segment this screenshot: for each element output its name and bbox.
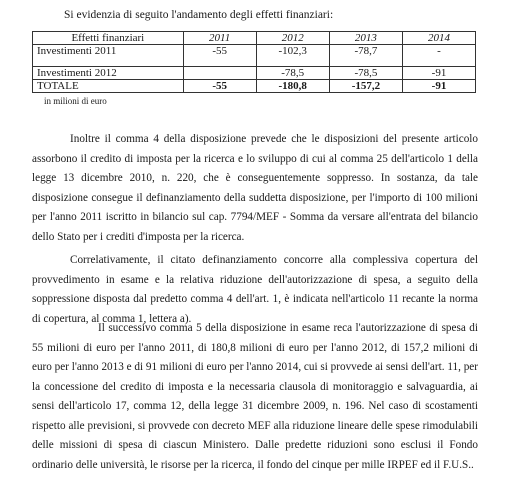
- table-cell: -55: [183, 80, 256, 93]
- table-spacer-row: [33, 57, 476, 67]
- table-cell: -78,5: [329, 67, 402, 80]
- table-cell: -180,8: [256, 80, 329, 93]
- header-2011: 2011: [183, 32, 256, 45]
- paragraph: Inoltre il comma 4 della disposizione prevede che le disposizioni del presente articolo assorbono il credito di imposta per la ricerca e lo sviluppo di cui al comma 25 dell'articolo 1 della legge 13 dicembre 2010, n. 220, che è conseguentemente soppresso. In sostanza, da tale disposizione consegue il definanziamento della suddetta disposizione, per l'importo di 100 milioni per l'anno 2011 iscritto in bilancio sul cap. 7794/MEF - Somma da versare all'entrata del bilancio dello Stato per i crediti d'imposta per la ricerca.: [32, 133, 478, 243]
- table-row: [33, 45, 476, 58]
- table-cell: -157,2: [329, 80, 402, 93]
- table-cell: [183, 67, 256, 80]
- table-cell: -91: [403, 67, 476, 80]
- table-total-row: [33, 80, 476, 93]
- header-effetti: Effetti finanziari: [33, 32, 184, 45]
- row-label: Investimenti 2012: [33, 67, 184, 80]
- row-label: Investimenti 2011: [33, 45, 184, 58]
- paragraph: Correlativamente, il citato definanziamento concorre alla complessiva copertura del provvedimento in esame e la relativa riduzione dell'autorizzazione di spesa, a seguito della soppressione disposta dal predetto comma 4 dell'art. 1, è indicata nell'articolo 11 recante la norma di copertura, al comma 1, lettera a).: [32, 254, 478, 325]
- table-row: [33, 67, 476, 80]
- table-cell: -55: [183, 45, 256, 58]
- header-2012: 2012: [256, 32, 329, 45]
- table-cell: -102,3: [256, 45, 329, 58]
- header-2014: 2014: [403, 32, 476, 45]
- table-cell: -78,5: [256, 67, 329, 80]
- paragraph: Il successivo comma 5 della disposizione in esame reca l'autorizzazione di spesa di 55 milioni di euro per l'anno 2011, di 180,8 milioni di euro per l'anno 2012, di 157,2 milioni di euro per l'anno 2013 e di 91 milioni di euro per l'anno 2014, cui si provvede ai sensi dell'art. 11, per la concessione del credito di imposta e la necessaria clausola di monitoraggio e salvaguardia, ai sensi dell'articolo 17, comma 12, della legge 31 dicembre 2009, n. 196. Nel caso di scostamenti rispetto alle previsioni, si provvede con decreto MEF alla riduzione lineare delle spese rimodulabili delle missioni di spesa di ciascun Ministero. Dalle predette riduzioni sono esclusi il Fondo ordinario delle università, le risorse per la ricerca, il fondo del cinque per mille IRPEF ed il F.U.S..: [32, 322, 478, 471]
- header-2013: 2013: [329, 32, 402, 45]
- row-label: TOTALE: [33, 80, 184, 93]
- table-cell: -91: [403, 80, 476, 93]
- table-header-row: [33, 32, 476, 45]
- table-note: in milioni di euro: [44, 96, 107, 106]
- table-cell: -: [403, 45, 476, 58]
- financial-effects-table: [32, 31, 476, 93]
- table-cell: -78,7: [329, 45, 402, 58]
- intro-text: Si evidenzia di seguito l'andamento degli effetti finanziari:: [64, 9, 334, 21]
